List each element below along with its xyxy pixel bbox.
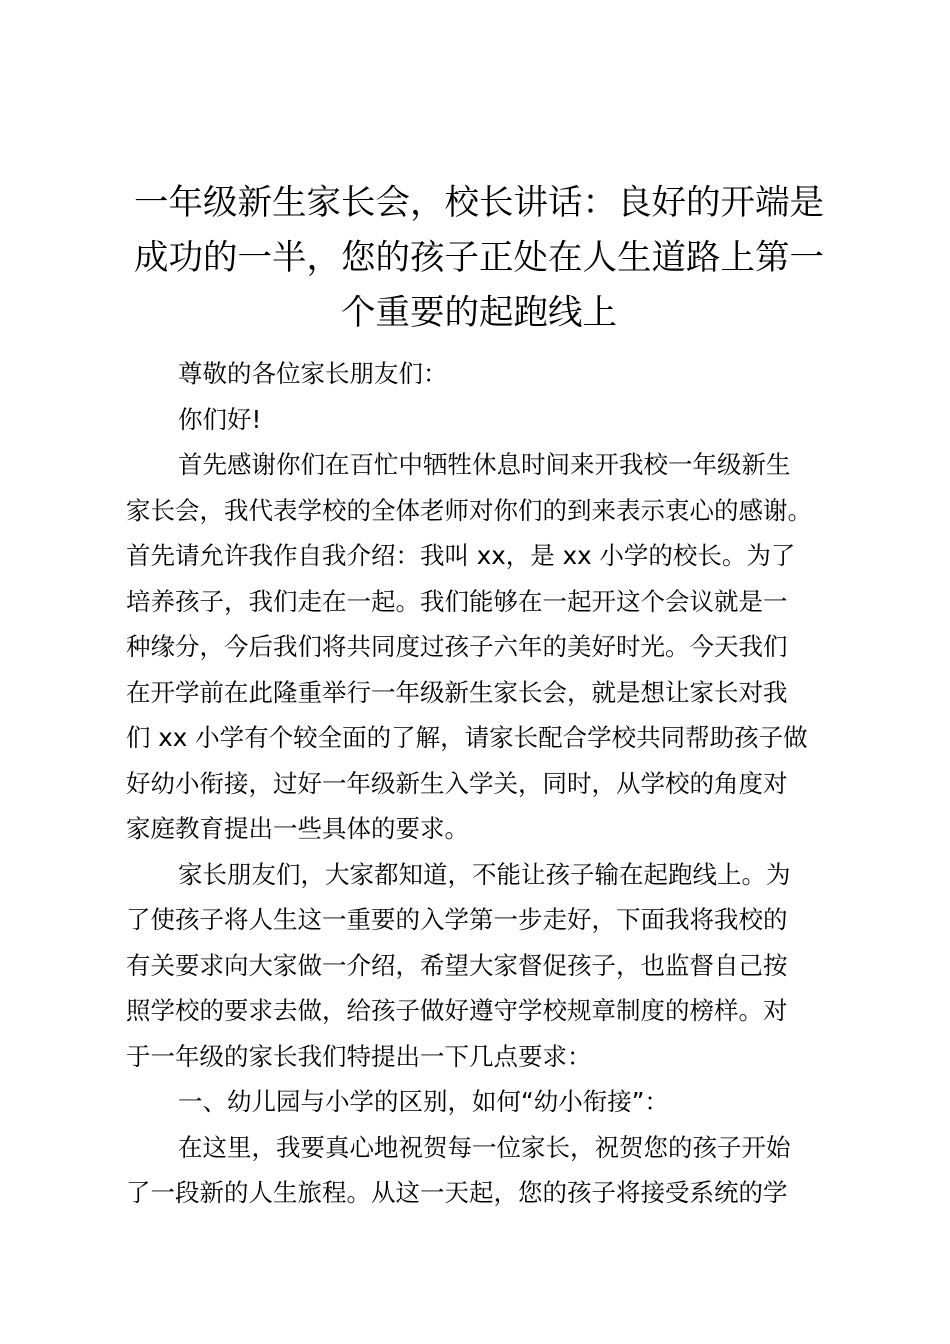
- title-line: 个重要的起跑线上: [341, 293, 617, 333]
- greeting: 你们好!: [178, 404, 262, 434]
- text-line: 们 xx 小学有个较全面的了解，请家长配合学校共同帮助孩子做: [126, 723, 808, 752]
- text-line: 有关要求向大家做一介绍，希望大家督促孩子，也监督自己按: [126, 950, 788, 980]
- text-line: 种缘分，今后我们将共同度过孩子六年的美好时光。今天我们: [126, 632, 788, 661]
- text-line: 家长会，我代表学校的全体老师对你们的到来表示衷心的感谢。: [126, 495, 812, 525]
- paragraph-1: [126, 442, 832, 852]
- text-line: 了一段新的人生旅程。从这一天起，您的孩子将接受系统的学: [126, 1178, 788, 1207]
- text-line: 在这里，我要真心地祝贺每一位家长，祝贺您的孩子开始: [178, 1132, 791, 1162]
- text-line: 照学校的要求去做，给孩子做好遵守学校规章制度的榜样。对: [126, 996, 788, 1025]
- text-line: 了使孩子将人生这一重要的入学第一步走好，下面我将我校的: [126, 905, 788, 934]
- text-line: 家庭教育提出一些具体的要求。: [126, 814, 469, 843]
- salutation: 尊敬的各位家长朋友们：: [178, 359, 448, 388]
- paragraph-2: [126, 852, 832, 1080]
- text-line: 培养孩子，我们走在一起。我们能够在一起开这个会议就是一: [126, 586, 788, 616]
- paragraph-3: [126, 1125, 832, 1216]
- text-line: 首先感谢你们在百忙中牺牲休息时间来开我校一年级新生: [178, 450, 791, 479]
- text-line: 首先请允许我作自我介绍：我叫 xx，是 xx 小学的校长。为了: [126, 541, 796, 570]
- section-heading: 一、幼儿园与小学的区别，如何“幼小衔接”：: [178, 1087, 669, 1116]
- text-line: 家长朋友们，大家都知道，不能让孩子输在起跑线上。为: [178, 859, 791, 889]
- text-line: 在开学前在此隆重举行一年级新生家长会，就是想让家长对我: [126, 677, 788, 707]
- title-line: 成功的一半，您的孩子正处在人生道路上第一: [134, 238, 824, 278]
- title-line: 一年级新生家长会，校长讲话：良好的开端是: [134, 183, 824, 223]
- text-line: 于一年级的家长我们特提出一下几点要求：: [126, 1041, 592, 1071]
- document-title: [126, 176, 832, 341]
- document-page: [126, 176, 832, 1216]
- text-line: 好幼小衔接，过好一年级新生入学关，同时，从学校的角度对: [126, 768, 788, 798]
